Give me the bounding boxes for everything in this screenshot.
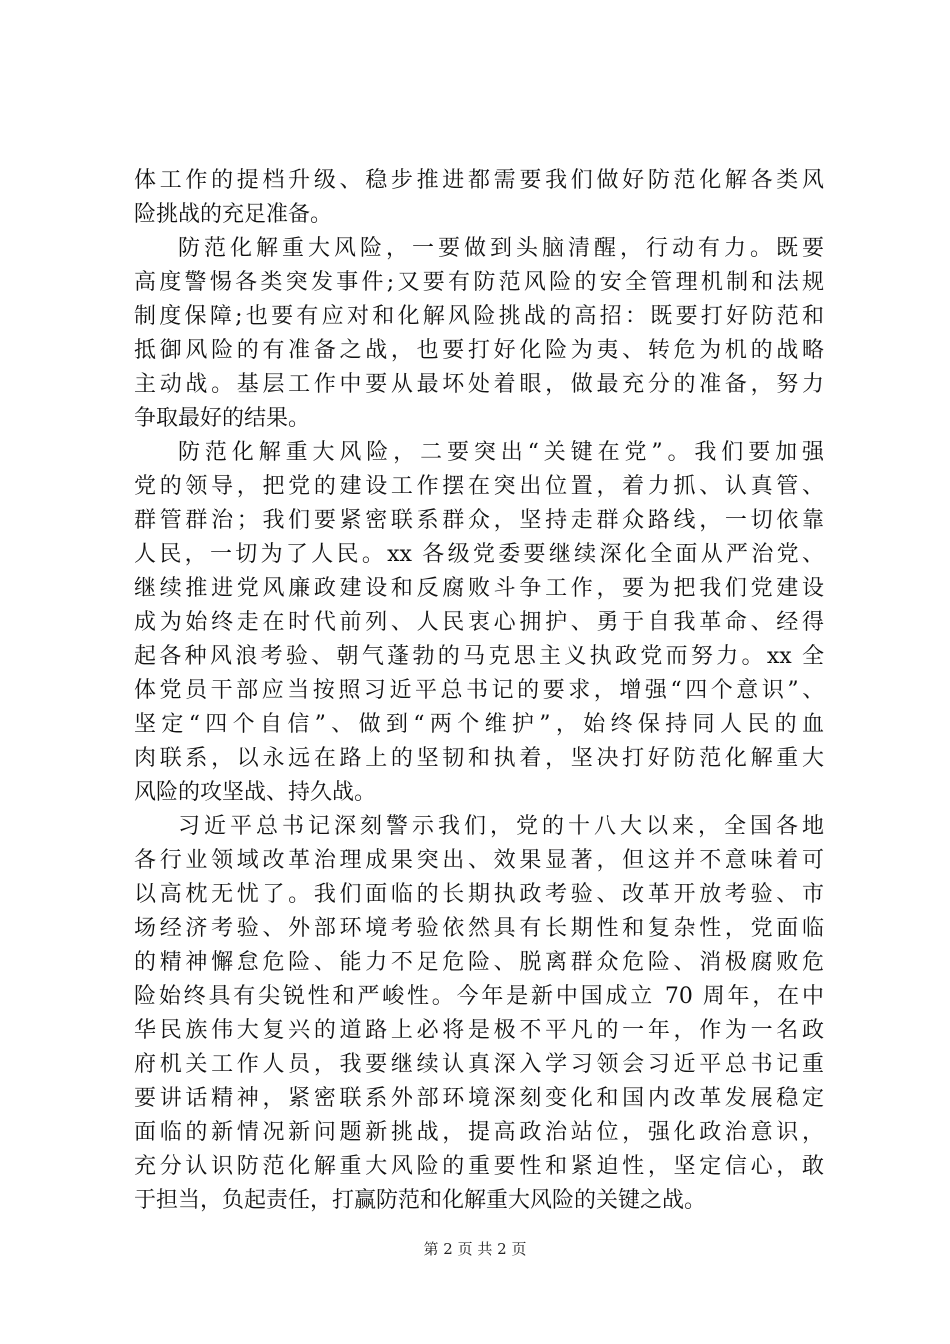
text-line: 场经济考验、外部环境考验依然具有长期性和复杂性，党面临 — [134, 916, 824, 941]
text-line: 要讲话精神，紧密联系外部环境深刻变化和国内改革发展稳定 — [134, 1086, 824, 1111]
text-line: 华民族伟大复兴的道路上必将是极不平凡的一年，作为一名政 — [134, 1018, 824, 1043]
text-line: 群管群治；我们要紧密联系群众，坚持走群众路线，一切依靠 — [134, 508, 824, 533]
text-line: 党的领导，把党的建设工作摆在突出位置，着力抓、认真管、 — [134, 474, 824, 499]
paragraph-first-line: 防范化解重大风险，一要做到头脑清醒，行动有力。既要 — [178, 236, 824, 261]
text-line: 肉联系，以永远在路上的坚韧和执着，坚决打好防范化解重大 — [134, 746, 824, 771]
text-line: 成为始终走在时代前列、人民衷心拥护、勇于自我革命、经得 — [134, 610, 824, 635]
text-line: 险挑战的充足准备。 — [134, 202, 333, 227]
text-line: 于担当，负起责任，打赢防范和化解重大风险的关键之战。 — [134, 1188, 707, 1213]
text-line: 继续推进党风廉政建设和反腐败斗争工作，要为把我们党建设 — [134, 576, 824, 601]
text-line: 坚定“四个自信”、做到“两个维护”，始终保持同人民的血 — [134, 712, 824, 737]
text-line: 的精神懈怠危险、能力不足危险、脱离群众危险、消极腐败危 — [134, 950, 824, 975]
text-line: 险始终具有尖锐性和严峻性。今年是新中国成立 70 周年，在中 — [134, 984, 824, 1009]
text-line: 体工作的提档升级、稳步推进都需要我们做好防范化解各类风 — [134, 168, 824, 193]
text-line: 抵御风险的有准备之战，也要打好化险为夷、转危为机的战略 — [134, 338, 824, 363]
document-body — [134, 164, 824, 1218]
paragraph-first-line: 防范化解重大风险，二要突出“关键在党”。我们要加强 — [178, 440, 824, 465]
text-line: 制度保障;也要有应对和化解风险挑战的高招：既要打好防范和 — [134, 304, 824, 329]
text-line: 面临的新情况新问题新挑战，提高政治站位，强化政治意识， — [134, 1120, 824, 1145]
paragraph-first-line: 习近平总书记深刻警示我们，党的十八大以来，全国各地 — [178, 814, 824, 839]
text-line: 以高枕无忧了。我们面临的长期执政考验、改革开放考验、市 — [134, 882, 824, 907]
text-line: 体党员干部应当按照习近平总书记的要求，增强“四个意识”、 — [134, 678, 824, 703]
text-line: 主动战。基层工作中要从最坏处着眼，做最充分的准备，努力 — [134, 372, 824, 397]
text-line: 高度警惕各类突发事件;又要有防范风险的安全管理机制和法规 — [134, 270, 824, 295]
page-number-footer: 第 2 页 共 2 页 — [423, 1240, 527, 1258]
text-line: 起各种风浪考验、朝气蓬勃的马克思主义执政党而努力。xx 全 — [134, 644, 824, 669]
text-line: 争取最好的结果。 — [134, 406, 311, 431]
text-line: 风险的攻坚战、持久战。 — [134, 780, 377, 805]
text-line: 人民，一切为了人民。xx 各级党委要继续深化全面从严治党、 — [134, 542, 824, 567]
text-line: 府机关工作人员，我要继续认真深入学习领会习近平总书记重 — [134, 1052, 824, 1077]
text-line: 各行业领域改革治理成果突出、效果显著，但这并不意味着可 — [134, 848, 824, 873]
text-line: 充分认识防范化解重大风险的重要性和紧迫性，坚定信心，敢 — [134, 1154, 824, 1179]
